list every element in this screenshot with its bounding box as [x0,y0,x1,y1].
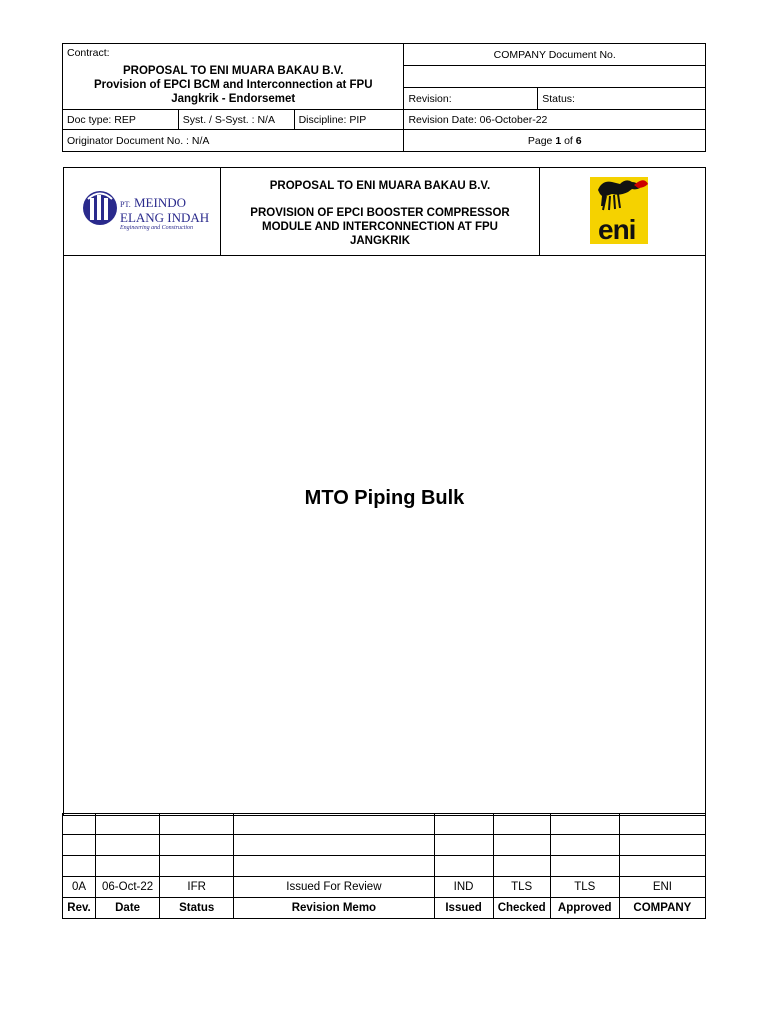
revision-row-empty [63,814,706,835]
company-cell: ENI [619,877,705,898]
contract-label: Contract: [67,47,110,59]
cover-page-box [63,167,706,816]
rev-cell: 0A [63,877,96,898]
page-indicator: Page 1 of 6 [404,130,706,152]
revision-row-0A [63,877,706,898]
project-title-line1: PROPOSAL TO ENI MUARA BAKAU B.V. [269,180,491,192]
system: Syst. / S-Syst. : N/A [178,110,294,130]
contract-cell [63,44,404,110]
page-number: 1 [555,134,562,147]
meindo-logo-text: PT. MEINDO ELANG INDAH Engineering and Construction [120,195,210,231]
doc-type: Doc type: REP [63,110,179,130]
discipline: Discipline: PIP [294,110,404,130]
revision-labels-row [63,898,706,919]
company-label: COMPANY [619,898,705,919]
document-header-table [62,43,706,152]
date-cell: 06-Oct-22 [96,877,160,898]
memo-label: Revision Memo [234,898,434,919]
checked-label: Checked [493,898,550,919]
originator-doc-no: Originator Document No. : N/A [63,130,404,152]
checked-cell: TLS [493,877,550,898]
company-doc-label: COMPANY Document No. [404,44,706,66]
eni-logo [540,168,705,255]
rev-label: Rev. [63,898,96,919]
eni-logo-text: eni [598,214,636,245]
company-doc-number [404,66,706,88]
issued-cell: IND [434,877,493,898]
meindo-logo [64,168,221,255]
status-cell: IFR [160,877,234,898]
approved-cell: TLS [550,877,619,898]
contract-title-line2: Provision of EPCI BCM and Interconnection at FPU [93,79,373,91]
date-label: Date [96,898,160,919]
issued-label: Issued [434,898,493,919]
revision-row-empty [63,856,706,877]
document-title: MTO Piping Bulk [304,487,465,509]
project-title-cell [221,168,540,255]
approved-label: Approved [550,898,619,919]
status-label: Status [160,898,234,919]
project-title-line2: PROVISION OF EPCI BOOSTER COMPRESSOR MODULE AND INTERCONNECTION AT FPU JANGKRIK [250,207,510,247]
contract-title-line1: PROPOSAL TO ENI MUARA BAKAU B.V. [123,65,344,77]
revision-date: Revision Date: 06-October-22 [404,110,706,130]
page-total: 6 [575,134,582,147]
memo-cell: Issued For Review [234,877,434,898]
cover-banner [64,168,705,256]
contract-title-line3: Jangkrik - Endorsemet [171,93,296,105]
revision-row-empty [63,835,706,856]
revision-label: Revision: [404,88,538,110]
revision-table [62,813,706,919]
status-label: Status: [538,88,706,110]
